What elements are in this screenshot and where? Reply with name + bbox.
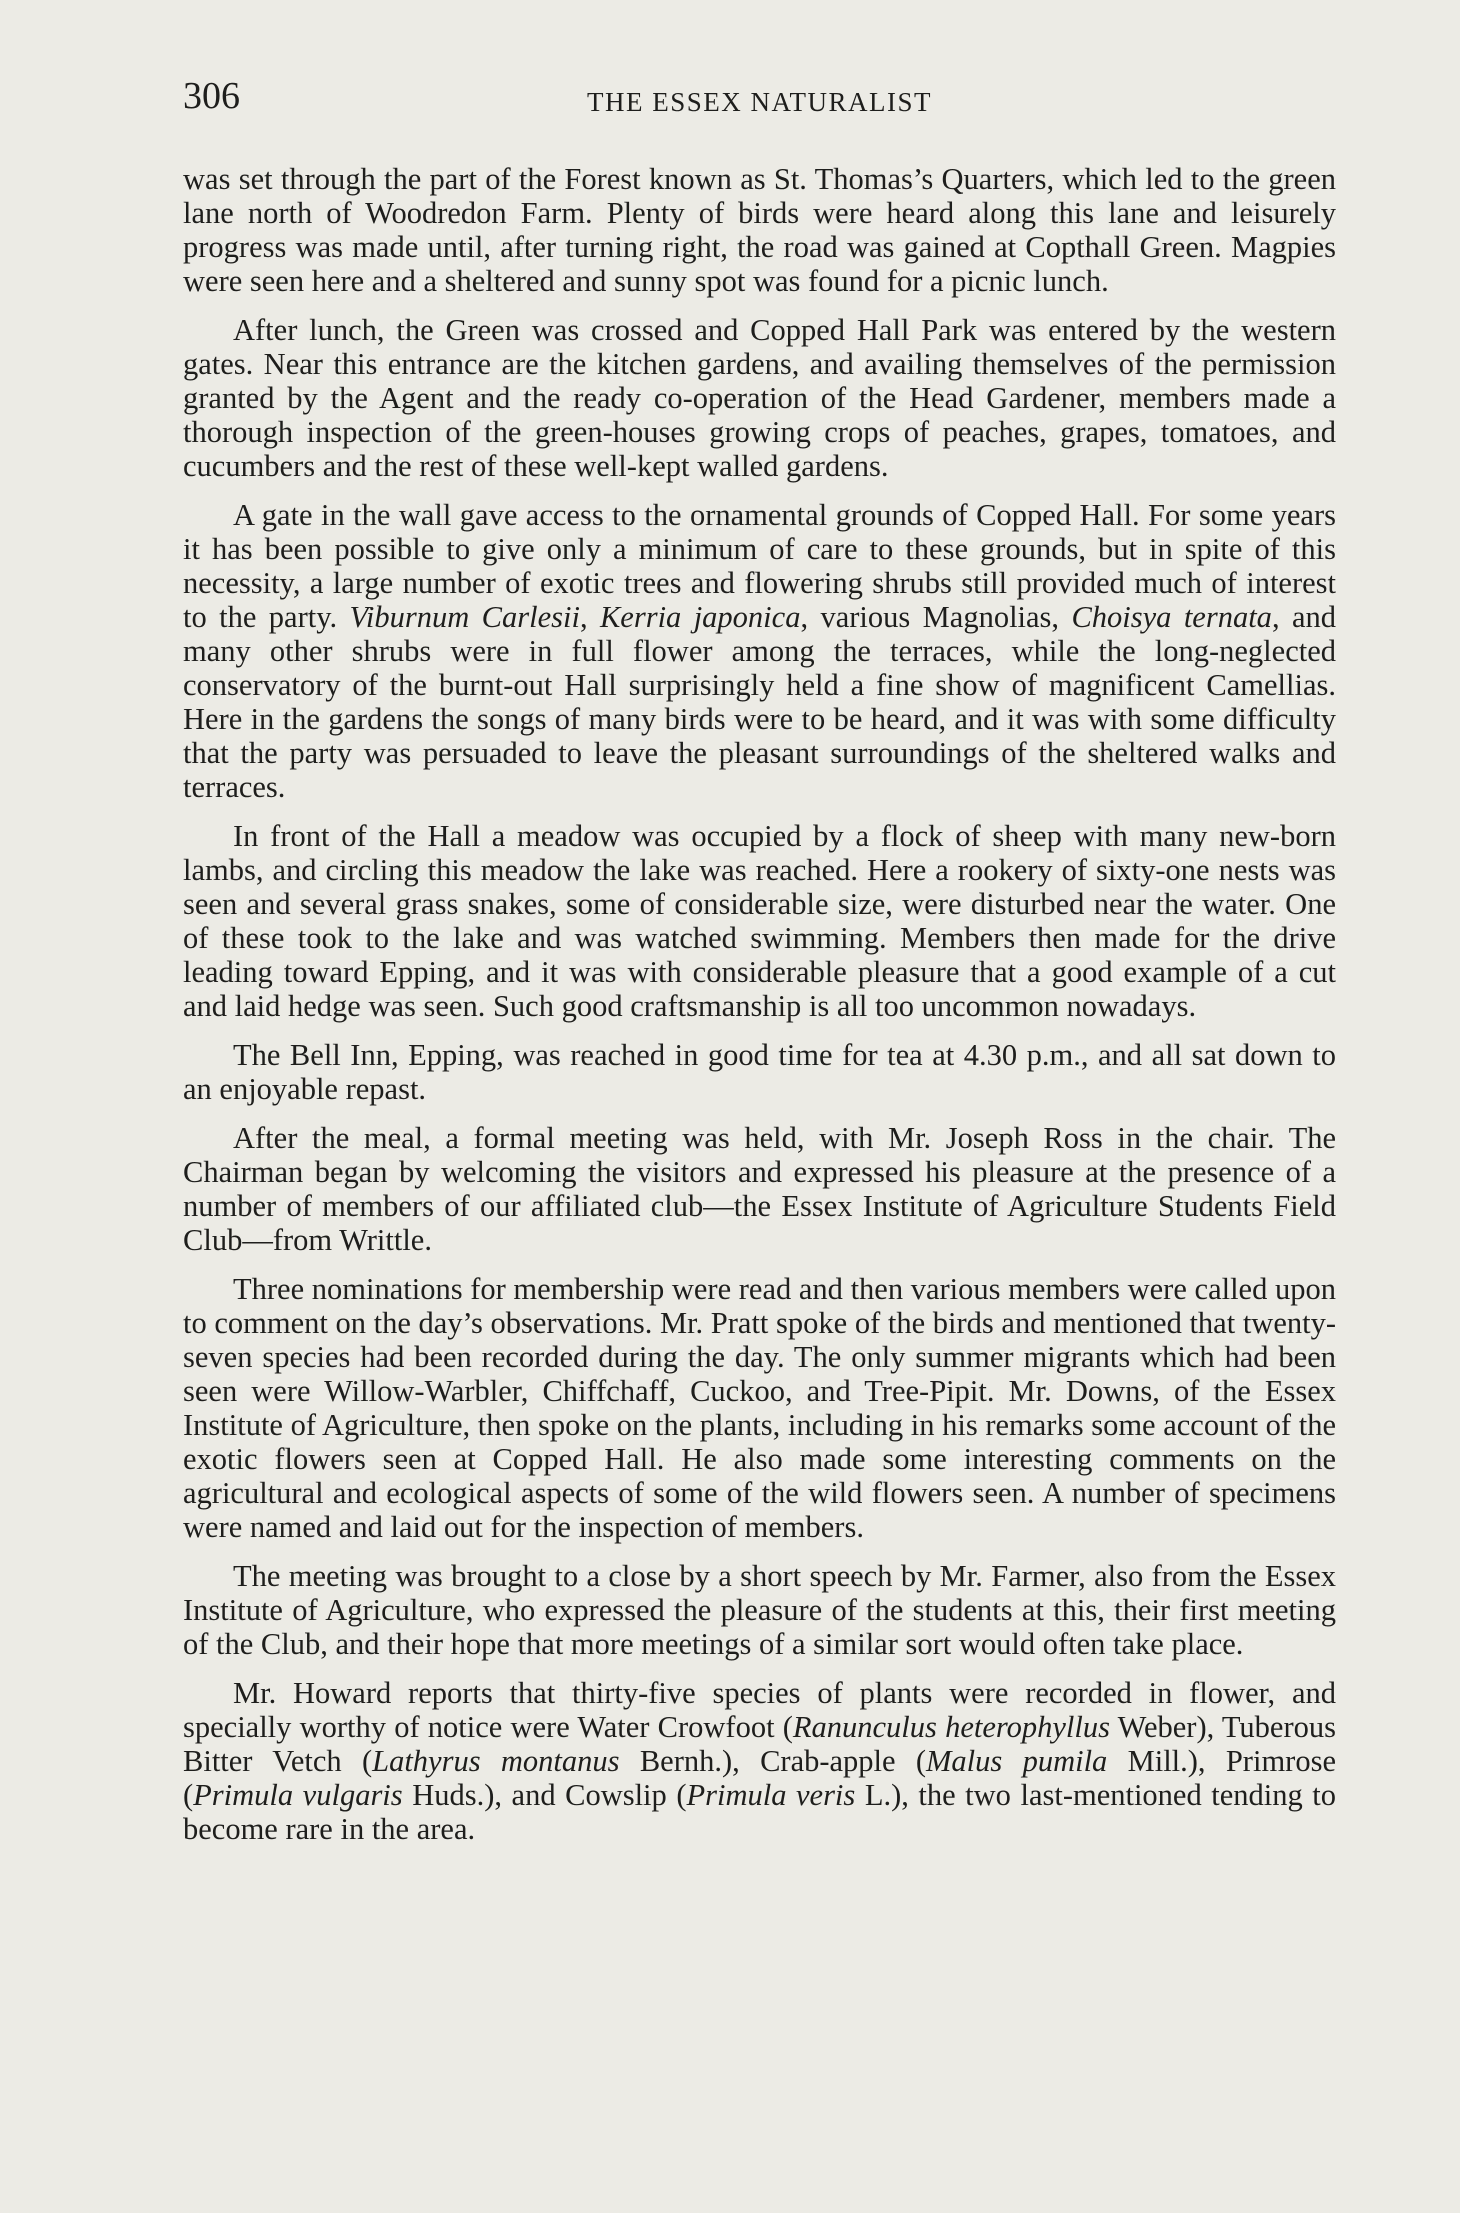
text-segment: Mr. Howard reports that thirty-five species of plants were recorded in flower, and specially worthy of notice were Water Crowfoot ( [183, 1676, 1336, 1744]
text-segment: L.), the two last-mentioned tending to become rare in the area. [183, 1778, 1336, 1846]
paragraph [183, 1559, 1336, 1661]
species-name: Choisya ternata [1071, 600, 1272, 634]
paragraph [183, 1676, 1336, 1846]
species-name: Kerria japonica [599, 600, 801, 634]
paragraph [183, 162, 1336, 298]
text-segment: After lunch, the Green was crossed and Copped Hall Park was entered by the western gates. Near this entrance are the kitchen gardens, and availing themselves of the permission granted by the Agent and the ready co-operation of the Head Gardener, members made a thorough inspection of the green-houses growing crops of peaches, grapes, tomatoes, and cucumbers and the rest of these well-kept walled gardens. [183, 313, 1336, 483]
species-name: Viburnum Carlesii [349, 600, 580, 634]
text-segment: The Bell Inn, Epping, was reached in good time for tea at 4.30 p.m., and all sat down to an enjoyable repast. [183, 1038, 1336, 1106]
text-segment: The meeting was brought to a close by a short speech by Mr. Farmer, also from the Essex Institute of Agriculture, who expressed the pleasure of the students at this, their first meeting of the Club, and their hope that more meetings of a similar sort would often take place. [183, 1559, 1336, 1661]
paragraph [183, 498, 1336, 804]
text-segment: Mill.), Primrose ( [183, 1744, 1336, 1812]
text-segment: , and many other shrubs were in full flower among the terraces, while the long-neglected conservatory of the burnt-out Hall surprisingly held a fine show of magnificent Camellias. Here in the gardens the songs of many birds were to be heard, and it was with some difficulty that the party was persuaded to leave the pleasant surroundings of the sheltered walks and terraces. [183, 600, 1336, 804]
text-segment: , various Magnolias, [800, 600, 1072, 634]
text-segment: In front of the Hall a meadow was occupied by a flock of sheep with many new-born lambs, and circling this meadow the lake was reached. Here a rookery of sixty-one nests was seen and several grass snakes, some of considerable size, were disturbed near the water. One of these took to the lake and was watched swimming. Members then made for the drive leading toward Epping, and it was with considerable pleasure that a good example of a cut and laid hedge was seen. Such good craftsmanship is all too uncommon nowadays. [183, 819, 1336, 1023]
paragraph [183, 1272, 1336, 1544]
text-segment: A gate in the wall gave access to the ornamental grounds of Copped Hall. For some years it has been possible to give only a minimum of care to these grounds, but in spite of this necessity, a large number of exotic trees and flowering shrubs still provided much of interest to the party. [183, 498, 1336, 634]
paragraph [183, 1038, 1336, 1106]
species-name: Malus pumila [926, 1744, 1108, 1778]
text-segment: Huds.), and Cowslip ( [402, 1778, 687, 1812]
species-name: Lathyrus montanus [372, 1744, 620, 1778]
species-name: Primula veris [686, 1778, 856, 1812]
text-segment: After the meal, a formal meeting was held, with Mr. Joseph Ross in the chair. The Chairman began by welcoming the visitors and expressed his pleasure at the presence of a number of members of our affiliated club—the Essex Institute of Agriculture Students Field Club—from Writtle. [183, 1121, 1336, 1257]
page-number: 306 [183, 75, 240, 117]
running-head [183, 68, 1336, 124]
paragraph [183, 313, 1336, 483]
text-segment: was set through the part of the Forest known as St. Thomas’s Quarters, which led to the green lane north of Woodredon Farm. Plenty of birds were heard along this lane and leisurely progress was made until, after turning right, the road was gained at Copthall Green. Magpies were seen here and a sheltered and sunny spot was found for a picnic lunch. [183, 162, 1336, 298]
text-segment: Bernh.), Crab-apple ( [619, 1744, 927, 1778]
text-segment: , [579, 600, 600, 634]
text-segment: Weber), Tuberous Bitter Vetch ( [183, 1710, 1336, 1778]
text-segment: Three nominations for membership were read and then various members were called upon to comment on the day’s observations. Mr. Pratt spoke of the birds and mentioned that twenty-seven species had been recorded during the day. The only summer migrants which had been seen were Willow-Warbler, Chiffchaff, Cuckoo, and Tree-Pipit. Mr. Downs, of the Essex Institute of Agriculture, then spoke on the plants, including in his remarks some account of the exotic flowers seen at Copped Hall. He also made some interesting comments on the agricultural and ecological aspects of some of the wild flowers seen. A number of specimens were named and laid out for the inspection of members. [183, 1272, 1336, 1544]
paragraph [183, 819, 1336, 1023]
paragraph [183, 1121, 1336, 1257]
species-name: Ranunculus heterophyllus [792, 1710, 1110, 1744]
journal-title: THE ESSEX NATURALIST [587, 87, 932, 117]
article-body [183, 162, 1336, 1846]
species-name: Primula vulgaris [193, 1778, 403, 1812]
